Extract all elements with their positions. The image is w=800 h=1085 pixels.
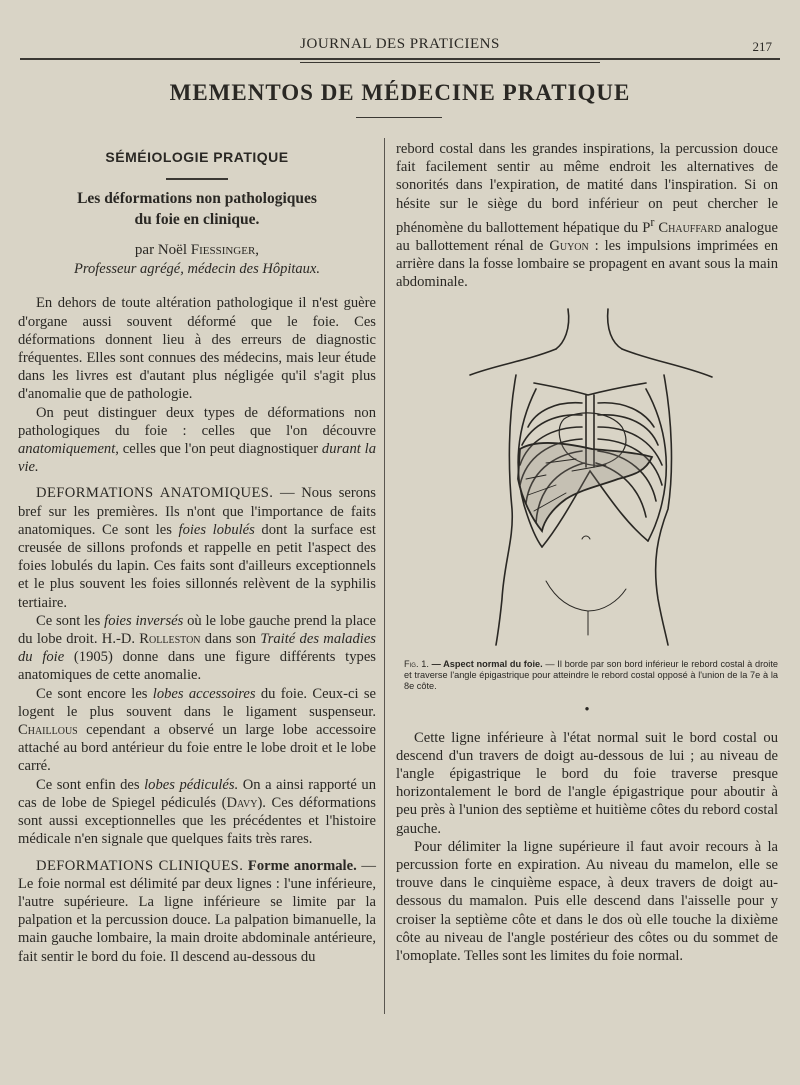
small-caps-run: Chauffard — [654, 219, 722, 236]
author-line — [18, 240, 376, 260]
text-run: dans son — [200, 631, 261, 648]
header-rule-thin — [300, 62, 600, 63]
paragraph: En dehors de toute altération pathologique il n'est guère d'organe aussi souvent déformé que le foie. Ces déformations donnent lieu à des erreurs de diagnostic fréquentes. Elles sont connues des médecins, mais leur étude dans les livres est d'autant plus négligée qu'il s'agit plus d'anomalie que de pathologie. — [18, 295, 376, 403]
italic-run: Traité des maladies du foie — [18, 631, 376, 666]
column-divider — [384, 138, 385, 1014]
superscript: r — [650, 214, 655, 229]
italic-run: durant la vie. — [18, 441, 376, 476]
italic-run: foies lobulés — [178, 521, 255, 538]
ornament-dot: ● — [584, 704, 590, 714]
small-caps-run: Chaillous — [18, 722, 78, 739]
paragraph — [396, 140, 778, 291]
italic-run: foies inversés — [104, 612, 184, 629]
paragraph — [18, 776, 376, 849]
left-column — [18, 140, 376, 966]
paragraph: Pour délimiter la ligne supérieure il faut avoir recours à la percussion forte en expiration. Au niveau du mamelon, elle se trouve dans le cinquième espace, à deux travers de doigt au-dessous du mamalon. Puis elle descend dans l'aisselle pour y croiser la septième côte et dans le dos où elle touche la dixième côte au niveau de l'angle postérieur des côtes ou du sommet de l'omoplate. Telles sont les limites du foie normal. — [396, 838, 778, 964]
bold-run: Forme anormale. — [243, 857, 357, 874]
article-title-line-2: du foie en clinique. — [134, 211, 260, 229]
clavicles — [534, 383, 646, 395]
text-run: rebord costal dans les grandes inspirations, la percussion douce fait facilement sentir au même endroit les alternatives de sonorités dans l'expiration, de matité dans l'inspiration. Si on hésite sur le siège du bord inférieur on peut chercher le phénomène du ballottement hépatique du P — [396, 141, 778, 236]
right-column — [396, 140, 778, 965]
text-run: ). Ces déformations sont aussi exceptionnelles que les précédentes et l'histoire médicale n'en signale que quelques faits très rares. — [18, 794, 376, 848]
running-header — [20, 36, 780, 60]
caption-text: — Il borde par son bord inférieur le rebord costal à droite et traverse l'angle épigastrique pour atteindre le rebord costal opposé à l'union de la 7e à la 8e côte. — [404, 658, 778, 692]
text-run: analogue au ballottement rénal de — [396, 219, 779, 254]
text-run: On peut distinguer deux types de déformations non pathologiques du foie : celles que l'on découvre — [18, 404, 376, 439]
liver-anatomy-figure — [396, 299, 776, 647]
text-run: On a ainsi rapporté un cas de lobe de Spiegel pédiculés ( — [18, 776, 376, 811]
paragraph: Cette ligne inférieure à l'état normal suit le bord costal ou descend d'un travers de doigt au-dessous de lui ; au niveau de l'angle épigastrique le bord du foie traverse presque horizontalement le bord de l'angle épigastrique pour aboutir à peu près à l'union des septième et huitième côtes du rebord costal gauche. — [396, 729, 778, 837]
page-number: 217 — [752, 39, 772, 54]
right-shoulder-outline — [622, 349, 712, 377]
title-rule — [356, 117, 442, 118]
author-prefix: par Noël — [134, 242, 191, 259]
paragraph — [18, 612, 376, 685]
abdomen-curve — [546, 581, 626, 611]
neck-left-outline — [556, 309, 569, 349]
caption-title: — Aspect normal du foie. — [428, 658, 543, 669]
article-title-line-1: Les déformations non pathologiques — [77, 190, 317, 208]
italic-run: anatomiquement — [18, 441, 116, 458]
caption-label: Fig. 1. — [404, 658, 429, 669]
section-heading: SÉMÉIOLOGIE PRATIQUE — [105, 149, 289, 165]
author-affiliation: Professeur agrégé, médecin des Hôpitaux. — [74, 261, 320, 278]
text-run: où le lobe gauche prend la place du lobe droit. H.-D. — [18, 612, 376, 648]
small-caps-run: Guyon — [549, 237, 589, 254]
author-name: Fiessinger, — [190, 242, 260, 259]
paragraph — [18, 404, 376, 477]
article-title — [18, 188, 376, 230]
subheading: DEFORMATIONS CLINIQUES. — [36, 857, 244, 874]
ribcage-right-edge — [646, 389, 666, 541]
paragraph — [18, 484, 376, 611]
text-run: : les impulsions imprimées en arrière dans la fosse lombaire se propagent en avant sous la main abdominale. — [396, 237, 778, 291]
main-title: MEMENTOS DE MÉDECINE PRATIQUE — [169, 80, 631, 105]
italic-run: lobes accessoires — [152, 685, 256, 702]
text-run: , celles que l'on peut diagnostiquer — [115, 441, 322, 458]
section-rule — [166, 178, 228, 180]
text-run: dont la surface est creusée de sillons profonds et rappelle en petit l'aspect des foies lobulés du lapin. Ces faits sont d'ailleurs exceptionnels et le plus souvent les foies sillonnés relèvent de la syphilis tertiaire. — [18, 521, 376, 611]
figure-caption — [404, 659, 778, 693]
navel — [582, 536, 590, 539]
text-run: Ce sont encore les — [36, 685, 153, 702]
text-run: (1905) donne dans une figure différents types anatomiques de cette anomalie. — [18, 649, 376, 684]
text-run: Ce sont les — [36, 612, 105, 629]
text-run: — Le foie normal est délimité par deux lignes : l'une inférieure, l'autre supérieure. La ligne inférieure se limite par la palpation et la percussion douce. La palpation bimanuelle, la main gauche lombaire, la main droite abdominale antérieure, fait sentir le bord du foie. Il descend au-dessous du — [18, 857, 376, 965]
small-caps-run: Rolleston — [139, 631, 201, 648]
text-run: du foie. Ceux-ci se logent le plus souvent dans le ligament suspenseur. — [18, 685, 376, 720]
text-run: Ce sont enfin des — [36, 776, 145, 793]
small-caps-run: Davy — [226, 794, 258, 811]
paragraph — [18, 685, 376, 776]
left-shoulder-outline — [470, 349, 556, 375]
italic-run: lobes pédiculés. — [144, 776, 239, 793]
journal-title: JOURNAL DES PRATICIENS — [300, 36, 500, 52]
paragraph — [18, 857, 376, 966]
text-run: — Nous serons bref sur les premières. Ils n'ont que l'importance de faits anatomiques. Ce sont les — [18, 485, 376, 538]
text-run: cependant a observé un large lobe accessoire attaché au bord antérieur du foie entre le lobe droit et le lobe carré. — [18, 722, 376, 775]
subheading: DEFORMATIONS ANATOMIQUES. — [36, 485, 274, 502]
torso-left-outline — [496, 375, 516, 645]
neck-right-outline — [608, 309, 622, 349]
header-rule — [20, 58, 780, 60]
